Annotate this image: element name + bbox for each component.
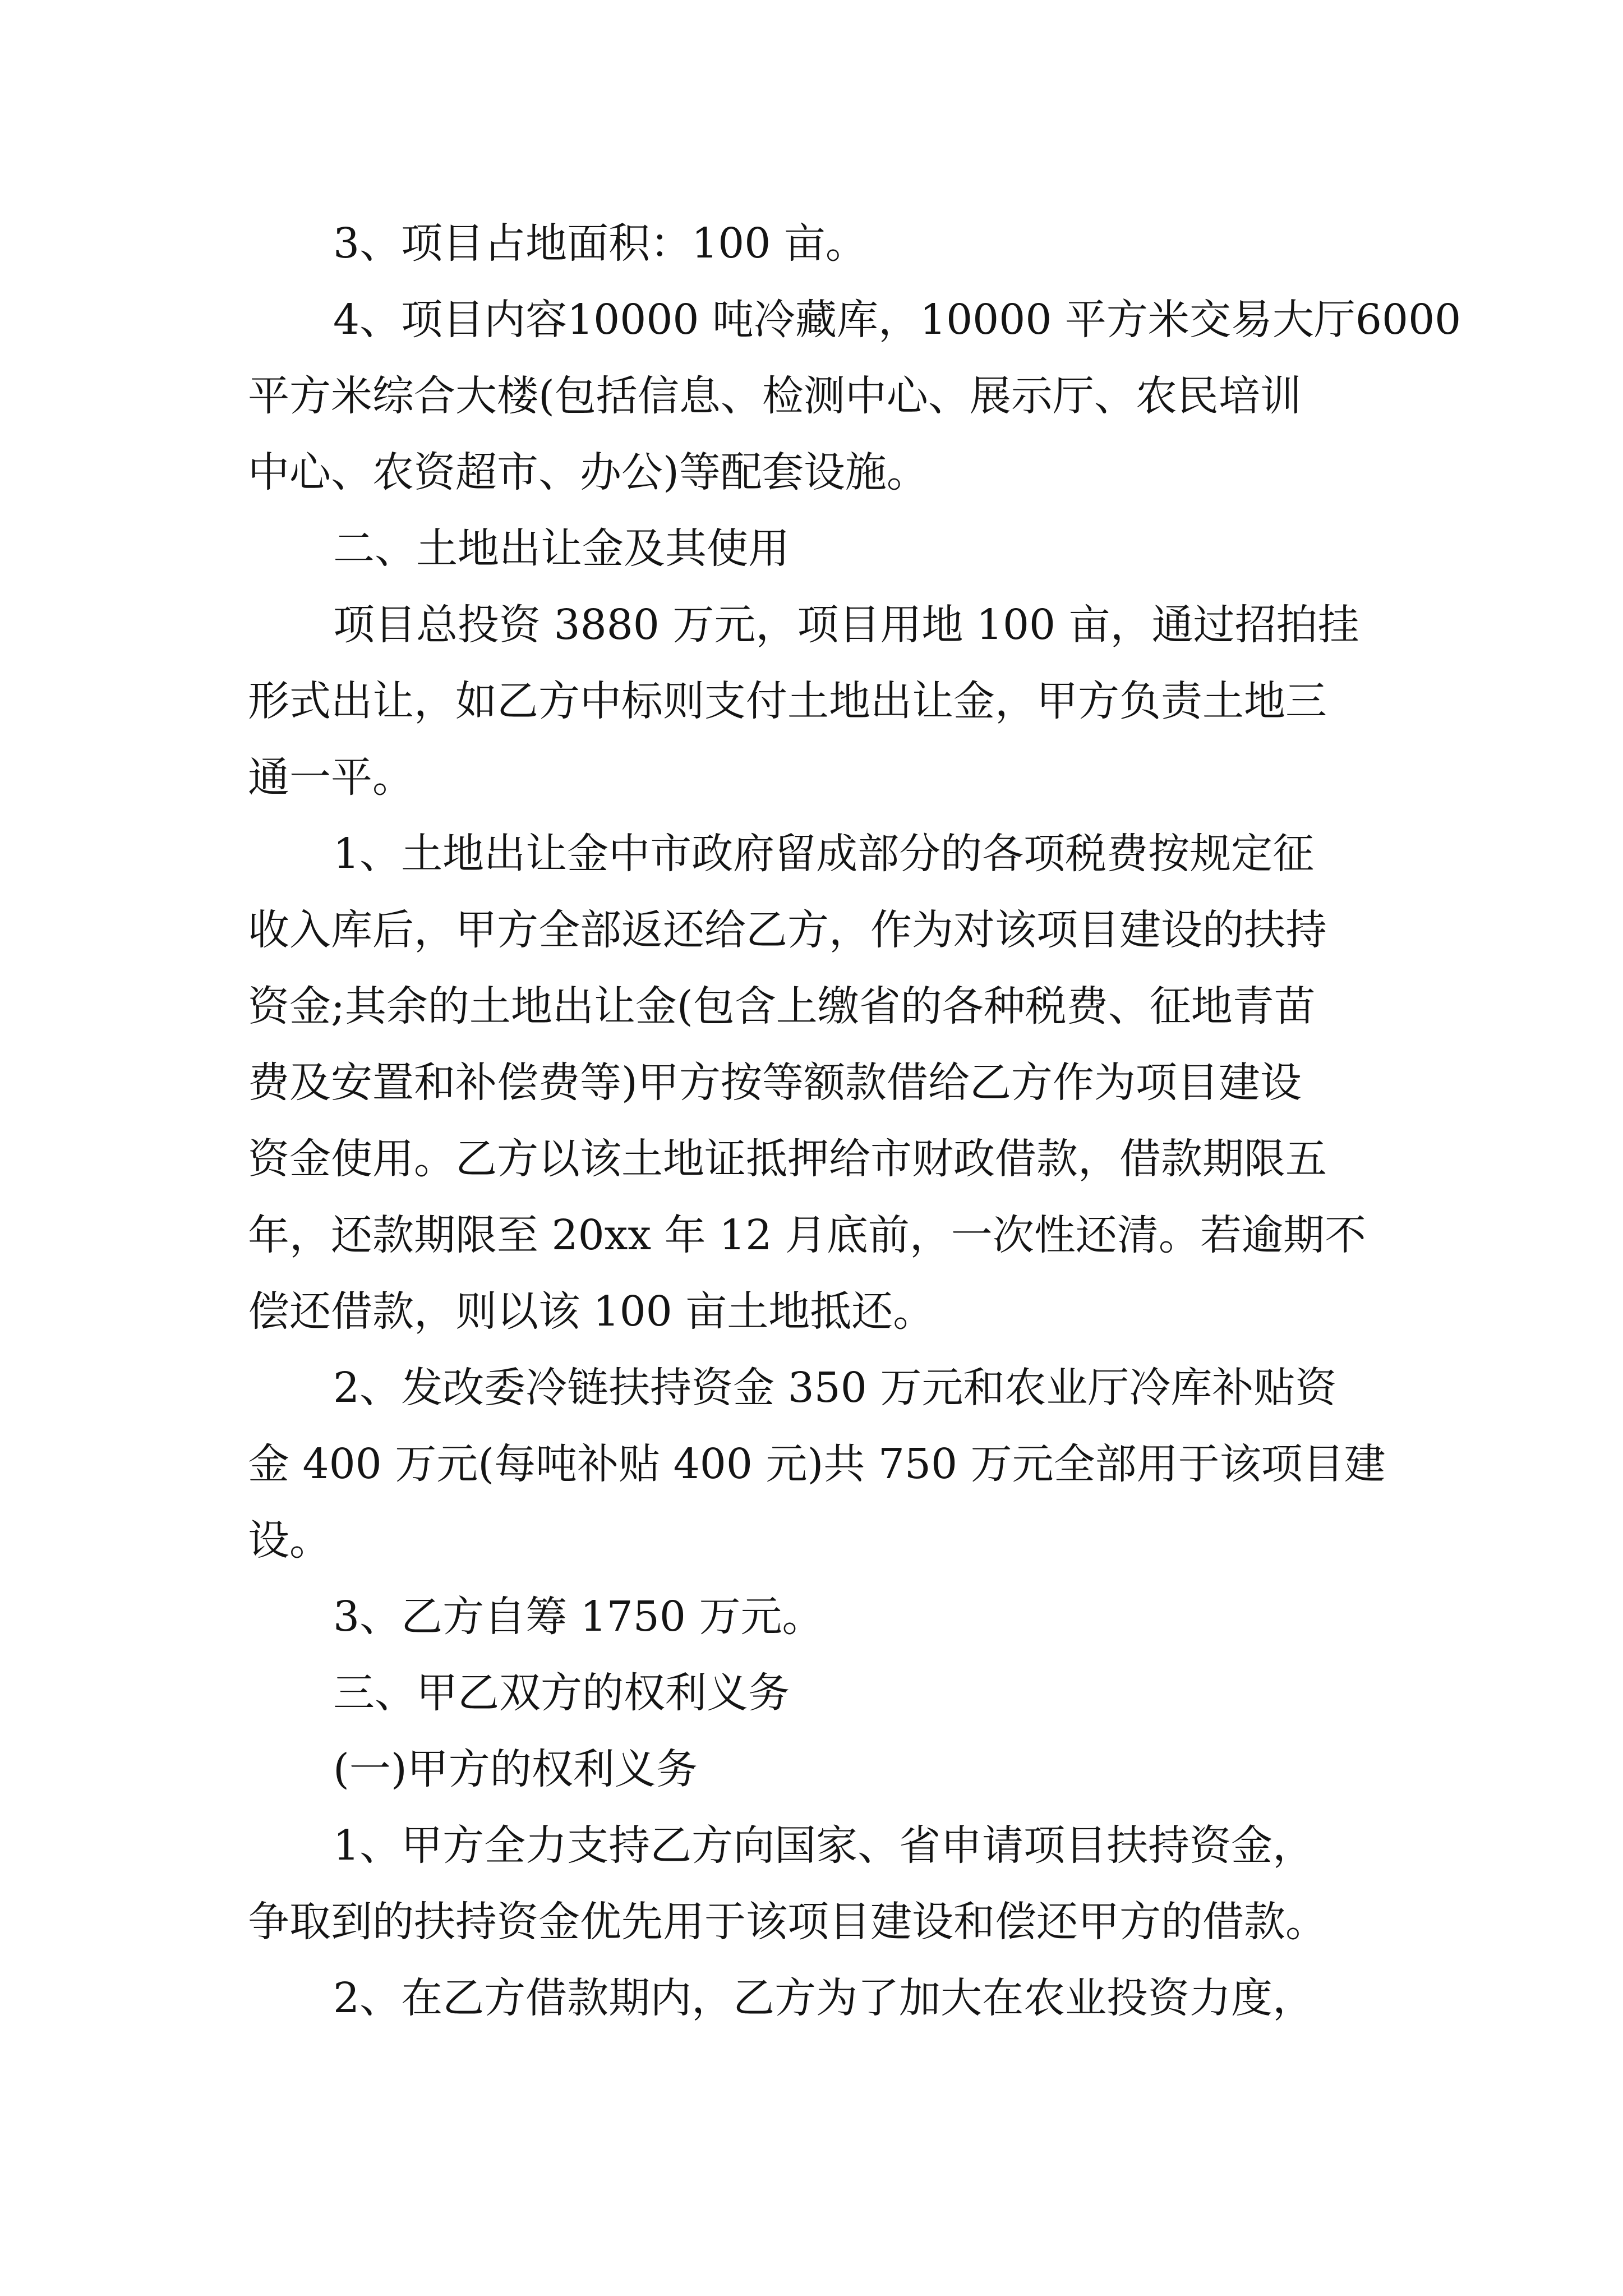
- paragraph-line: 争取到的扶持资金优先用于该项目建设和偿还甲方的借款。: [248, 1898, 1327, 1946]
- paragraph-line: 项目总投资 3880 万元，项目用地 100 亩，通过招拍挂: [333, 601, 1359, 649]
- paragraph-line: 1、土地出让金中市政府留成部分的各项税费按规定征: [333, 830, 1315, 878]
- paragraph-line: 偿还借款，则以该 100 亩土地抵还。: [248, 1287, 935, 1336]
- paragraph-line: 通一平。: [248, 753, 414, 802]
- paragraph-line: 2、在乙方借款期内，乙方为了加大在农业投资力度，: [333, 1974, 1315, 2022]
- paragraph-line: 金 400 万元(每吨补贴 400 元)共 750 万元全部用于该项目建: [248, 1440, 1386, 1488]
- paragraph-line: 3、项目占地面积：100 亩。: [333, 219, 867, 268]
- section-heading: 二、土地出让金及其使用: [333, 524, 790, 573]
- paragraph-line: 1、甲方全力支持乙方向国家、省申请项目扶持资金，: [333, 1821, 1315, 1870]
- paragraph-line: 资金使用。乙方以该土地证抵押给市财政借款，借款期限五: [248, 1135, 1327, 1183]
- paragraph-line: 4、项目内容10000 吨冷藏库，10000 平方米交易大厅6000: [333, 296, 1461, 344]
- paragraph-line: 设。: [248, 1516, 331, 1565]
- paragraph-line: 2、发改委冷链扶持资金 350 万元和农业厅冷库补贴资: [333, 1364, 1337, 1412]
- paragraph-line: 形式出让，如乙方中标则支付土地出让金，甲方负责土地三: [248, 677, 1327, 725]
- paragraph-line: 3、乙方自筹 1750 万元。: [333, 1593, 824, 1641]
- paragraph-line: 年，还款期限至 20xx 年 12 月底前，一次性还清。若逾期不: [248, 1211, 1366, 1259]
- paragraph-line: 平方米综合大楼(包括信息、检测中心、展示厅、农民培训: [248, 372, 1302, 420]
- subsection-heading: (一)甲方的权利义务: [333, 1745, 698, 1793]
- paragraph-line: 资金;其余的土地出让金(包含上缴省的各种税费、征地青苗: [248, 982, 1316, 1030]
- paragraph-line: 中心、农资超市、办公)等配套设施。: [248, 448, 928, 496]
- paragraph-line: 收入库后，甲方全部返还给乙方，作为对该项目建设的扶持: [248, 906, 1327, 954]
- paragraph-line: 费及安置和补偿费等)甲方按等额款借给乙方作为项目建设: [248, 1059, 1302, 1107]
- section-heading: 三、甲乙双方的权利义务: [333, 1669, 790, 1717]
